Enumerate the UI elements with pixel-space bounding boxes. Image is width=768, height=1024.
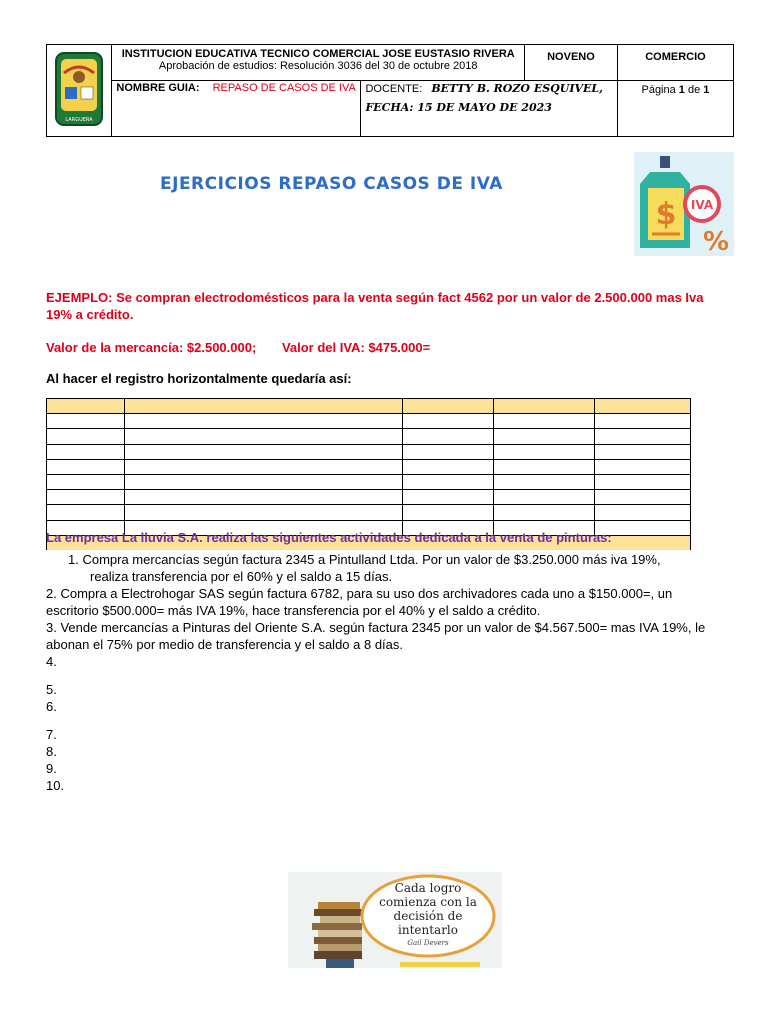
table-row [47, 414, 691, 429]
example-values [46, 339, 452, 356]
book-stack-icon [312, 902, 362, 968]
item-9: 9. [46, 761, 57, 776]
register-table [46, 398, 691, 550]
grade-cell: NOVENO [525, 45, 618, 81]
svg-text:IVA: IVA [690, 198, 714, 212]
approval-text: Aprobación de estudios: Resolución 3036 del 30 de octubre 2018 [158, 60, 478, 72]
svg-text:LARGUERA: LARGUERA [65, 117, 93, 123]
guide-cell [112, 81, 361, 137]
merch-value: Valor de la mercancía: $2.500.000; [46, 340, 257, 355]
table-row [47, 474, 691, 489]
table-row [47, 429, 691, 444]
activity-3: 3. Vende mercancías a Pinturas del Oriente S.A. según factura 2345 por un valor de $4.567.500= mas IVA 19%, le abonan el 75% por medio de transferencia y el saldo a 8 días. [46, 620, 706, 652]
iva-value: Valor del IVA: $475.000= [281, 340, 431, 355]
school-logo [47, 45, 112, 137]
activities-list [46, 551, 726, 794]
institution-name: INSTITUCION EDUCATIVA TECNICO COMERCIAL JOSE EUSTASIO RIVERA [121, 48, 515, 60]
teacher-cell [361, 81, 617, 137]
activity-1: 1. Compra mercancías según factura 2345 a Pintulland Ltda. Por un valor de $3.250.000 más iva 19%, [68, 552, 661, 567]
table-row [47, 490, 691, 505]
svg-text:Gail Devers: Gail Devers [407, 939, 449, 947]
guide-name: REPASO DE CASOS DE IVA [212, 82, 356, 94]
guide-label: NOMBRE GUIA: [116, 82, 200, 94]
item-7: 7. [46, 727, 57, 742]
table-row [47, 459, 691, 474]
area-cell: COMERCIO [617, 45, 733, 81]
school-crest-icon [54, 47, 104, 131]
motivational-quote-image [288, 872, 502, 968]
iva-tag-icon [634, 152, 734, 256]
svg-text:intentarlo: intentarlo [398, 923, 458, 937]
activity-1-cont: realiza transferencia por el 60% y el saldo a 15 días. [90, 569, 393, 584]
svg-text:comienza con la: comienza con la [379, 895, 477, 909]
item-8: 8. [46, 744, 57, 759]
header-table [46, 44, 734, 137]
page-cell: Página 1 de 1 [617, 81, 733, 137]
item-6: 6. [46, 699, 57, 714]
institution-cell [112, 45, 525, 81]
item-5: 5. [46, 682, 57, 697]
table-header-row [47, 399, 691, 414]
table-row [47, 505, 691, 520]
svg-text:%: % [702, 227, 730, 256]
example-text: EJEMPLO: Se compran electrodomésticos para la venta según fact 4562 por un valor de 2.500.000 mas Iva 19% a crédito. [46, 290, 704, 322]
svg-text:$: $ [655, 197, 677, 232]
register-note: Al hacer el registro horizontalmente quedaría así: [46, 371, 352, 386]
item-4: 4. [46, 654, 57, 669]
svg-text:Cada logro: Cada logro [394, 881, 462, 895]
teacher-label: DOCENTE: [365, 83, 423, 95]
date-text: FECHA: 15 DE MAYO DE 2023 [365, 101, 552, 114]
item-10: 10. [46, 778, 65, 793]
teacher-name: BETTY B. ROZO ESQUIVEL, [431, 82, 603, 95]
company-intro: La empresa La lluvia S.A. realiza las siguientes actividades dedicada a la venta de pinturas: [46, 530, 612, 545]
page-title: EJERCICIOS REPASO CASOS DE IVA [160, 174, 503, 194]
svg-text:decisión de: decisión de [393, 909, 463, 923]
table-row [47, 444, 691, 459]
activity-2: 2. Compra a Electrohogar SAS según factura 6782, para su uso dos archivadores cada uno a $150.000=, un escritorio $500.000= más IVA 19%, hace transferencia por el 40% y el saldo a crédito. [46, 586, 673, 618]
